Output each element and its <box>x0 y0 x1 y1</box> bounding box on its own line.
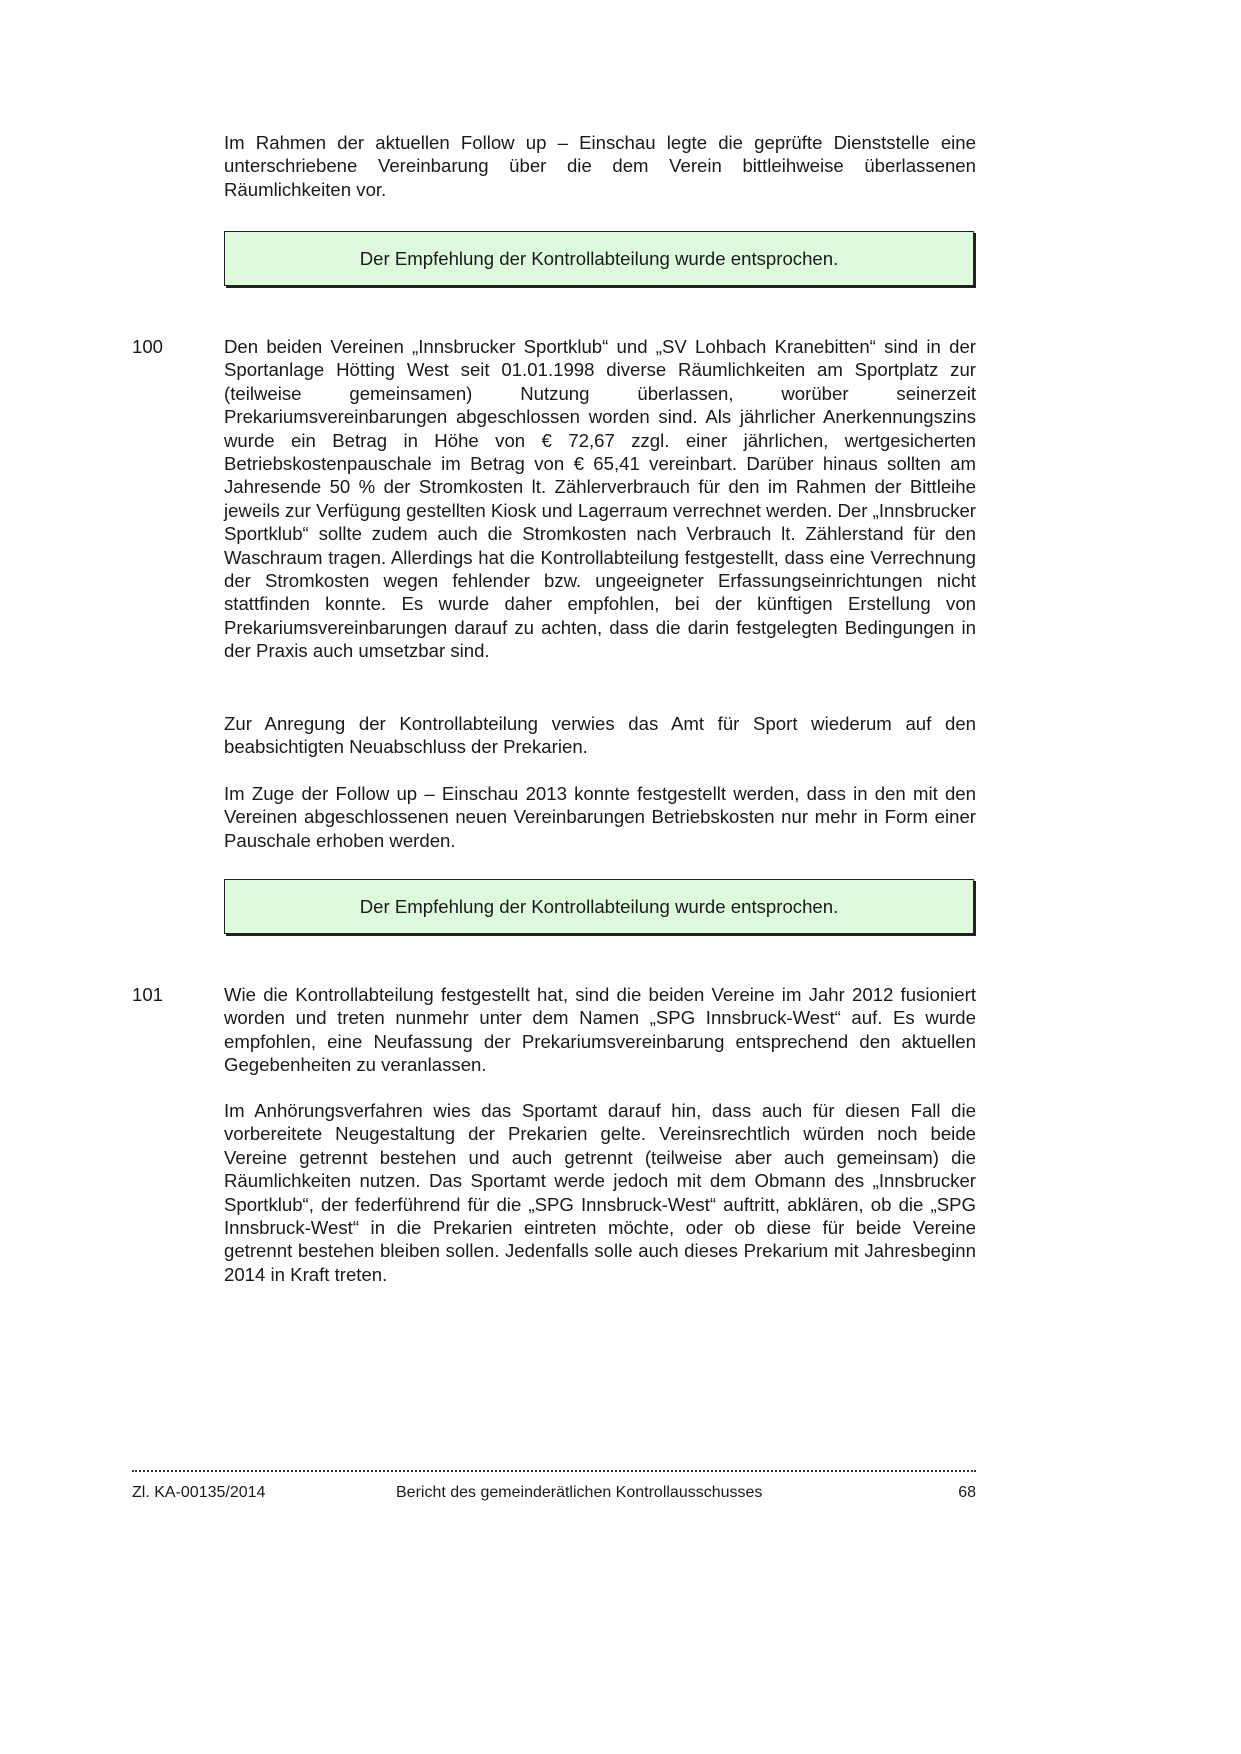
recommendation-fulfilled-text: Der Empfehlung der Kontrollabteilung wurde entsprochen. <box>359 247 839 269</box>
recommendation-fulfilled-box <box>224 231 974 286</box>
footer-reference: Zl. KA-00135/2014 <box>132 1484 266 1501</box>
recommendation-fulfilled-box <box>224 879 974 934</box>
section-number: 100 <box>132 336 164 357</box>
section-101-paragraph-2: Im Anhörungsverfahren wies das Sportamt darauf hin, dass auch für diesen Fall die vorbereitete Neugestaltung der Prekarien gelte. Vereinsrechtlich würden noch beide Vereine getrennt bestehen und auch getrennt (teilweise aber auch gemeinsam) die Räumlichkeiten nutzen. Das Sportamt werde jedoch mit dem Obmann des „Innsbrucker Sportklub“, der federführend für die „SPG Innsbruck-West“ auftritt, abklären, ob die „SPG Innsbruck-West“ in die Prekarien eintreten möchte, oder ob diese für beide Vereine getrennt bestehen bleiben sollen. Jedenfalls solle auch dieses Prekarium mit Jahresbeginn 2014 in Kraft treten. <box>224 1100 976 1285</box>
footer-divider <box>132 1470 976 1472</box>
section-100-paragraph-2: Zur Anregung der Kontrollabteilung verwies das Amt für Sport wiederum auf den beabsichtigten Neuabschluss der Prekarien. <box>224 713 976 758</box>
footer-report-title: Bericht des gemeinderätlichen Kontrollausschusses <box>396 1484 763 1501</box>
section-100-paragraph-1: Den beiden Vereinen „Innsbrucker Sportklub“ und „SV Lohbach Kranebitten“ sind in der Sportanlage Hötting West seit 01.01.1998 diverse Räumlichkeiten am Sportplatz zur (teilweise gemeinsamen) Nutzung überlassen, worüber seinerzeit Prekariumsvereinbarungen abgeschlossen worden sind. Als jährlicher Anerkennungszins wurde ein Betrag in Höhe von € 72,67 zzgl. einer jährlichen, wertgesicherten Betriebskostenpauschale im Betrag von € 65,41 vereinbart. Darüber hinaus sollten am Jahresende 50 % der Stromkosten lt. Zählerverbrauch für den im Rahmen der Bittleihe jeweils zur Verfügung gestellten Kiosk und Lagerraum verrechnet werden. Der „Innsbrucker Sportklub“ sollte zudem auch die Stromkosten nach Verbrauch lt. Zählerstand für den Waschraum tragen. Allerdings hat die Kontrollabteilung festgestellt, dass eine Verrechnung der Stromkosten wegen fehlender bzw. ungeeigneter Erfassungseinrichtungen nicht stattfinden konnte. Es wurde daher empfohlen, bei der künftigen Erstellung von Prekariumsvereinbarungen darauf zu achten, dass die darin festgelegten Bedingungen in der Praxis auch umsetzbar sind. <box>224 336 976 662</box>
page-number: 68 <box>958 1484 976 1501</box>
intro-paragraph: Im Rahmen der aktuellen Follow up – Einschau legte die geprüfte Dienststelle eine unterschriebene Vereinbarung über die dem Verein bittleihweise überlassenen Räumlichkeiten vor. <box>224 132 976 200</box>
section-101-paragraph-1: Wie die Kontrollabteilung festgestellt hat, sind die beiden Vereine im Jahr 2012 fusioniert worden und treten nunmehr unter dem Namen „SPG Innsbruck-West“ auf. Es wurde empfohlen, eine Neufassung der Prekariumsvereinbarung entsprechend den aktuellen Gegebenheiten zu veranlassen. <box>224 984 976 1076</box>
section-number: 101 <box>132 984 164 1005</box>
recommendation-fulfilled-text: Der Empfehlung der Kontrollabteilung wurde entsprochen. <box>359 895 839 917</box>
section-100-paragraph-3: Im Zuge der Follow up – Einschau 2013 konnte festgestellt werden, dass in den mit den Vereinen abgeschlossenen neuen Vereinbarungen Betriebskosten nur mehr in Form einer Pauschale erhoben werden. <box>224 783 976 851</box>
